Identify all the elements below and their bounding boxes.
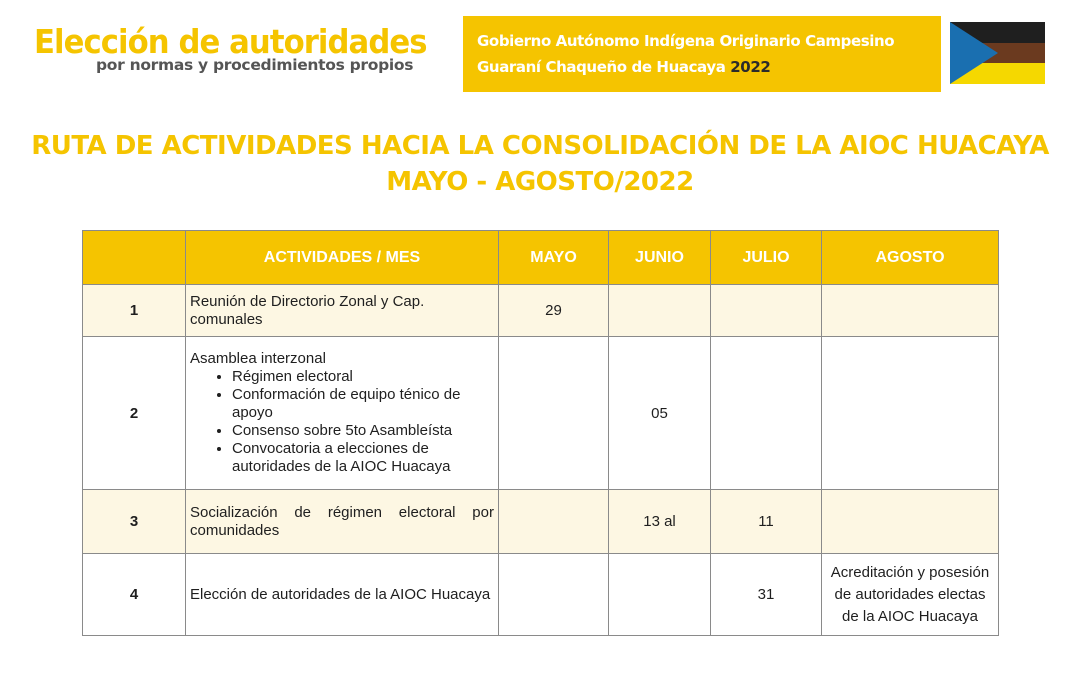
government-name-line2 (477, 54, 927, 80)
header-julio: JULIO (711, 231, 822, 285)
row-number: 4 (83, 554, 186, 636)
row-activity: Reunión de Directorio Zonal y Cap. comunales (186, 285, 499, 337)
cell-junio: 05 (609, 337, 711, 490)
list-item: • Conformación de equipo ténico de apoyo (232, 386, 494, 422)
cell-junio: 13 al (609, 490, 711, 554)
page-title-line2: MAYO - AGOSTO/2022 (386, 167, 694, 197)
table-row (83, 554, 999, 636)
row-activity: Elección de autoridades de la AIOC Huacaya (186, 554, 499, 636)
list-item: • Convocatoria a elecciones de autoridades de la AIOC Huacaya (232, 440, 494, 476)
guarani-flag-icon (950, 22, 1045, 84)
activities-table (82, 230, 999, 636)
page-header-title: Elección de autoridades (34, 22, 427, 61)
header-activities: ACTIVIDADES / MES (186, 231, 499, 285)
activity-bullet-list (190, 368, 494, 476)
cell-mayo: 29 (499, 285, 609, 337)
row-number: 1 (83, 285, 186, 337)
header-mayo: MAYO (499, 231, 609, 285)
cell-julio: 11 (711, 490, 822, 554)
cell-julio: 31 (711, 554, 822, 636)
header-branding (34, 22, 456, 74)
row-activity (186, 337, 499, 490)
table-header-row (83, 231, 999, 285)
row-number: 2 (83, 337, 186, 490)
page-header-subtitle: por normas y procedimientos propios (96, 56, 414, 74)
government-banner (463, 16, 941, 92)
row-activity-title: Asamblea interzonal (190, 350, 326, 367)
list-item: • Régimen electoral (232, 368, 494, 386)
cell-mayo (499, 490, 609, 554)
page-title (0, 128, 1080, 200)
cell-julio (711, 337, 822, 490)
list-item: • Consenso sobre 5to Asambleísta (232, 422, 494, 440)
cell-julio (711, 285, 822, 337)
government-name-line1: Gobierno Autónomo Indígena Originario Campesino (477, 32, 895, 50)
header-agosto: AGOSTO (822, 231, 999, 285)
cell-agosto (822, 285, 999, 337)
cell-mayo (499, 337, 609, 490)
table-row (83, 490, 999, 554)
government-name-text: Guaraní Chaqueño de Huacaya (477, 58, 726, 76)
header-num (83, 231, 186, 285)
government-year: 2022 (730, 58, 771, 76)
page-title-line1: RUTA DE ACTIVIDADES HACIA LA CONSOLIDACIÓN DE LA AIOC HUACAYA (31, 131, 1049, 161)
table-row (83, 337, 999, 490)
row-number: 3 (83, 490, 186, 554)
cell-agosto (822, 337, 999, 490)
cell-junio (609, 285, 711, 337)
cell-agosto (822, 490, 999, 554)
cell-junio (609, 554, 711, 636)
cell-agosto: Acreditación y posesión de autoridades electas de la AIOC Huacaya (822, 554, 999, 636)
row-activity: Socialización de régimen electoral por comunidades (186, 490, 499, 554)
cell-mayo (499, 554, 609, 636)
table-row (83, 285, 999, 337)
header-junio: JUNIO (609, 231, 711, 285)
